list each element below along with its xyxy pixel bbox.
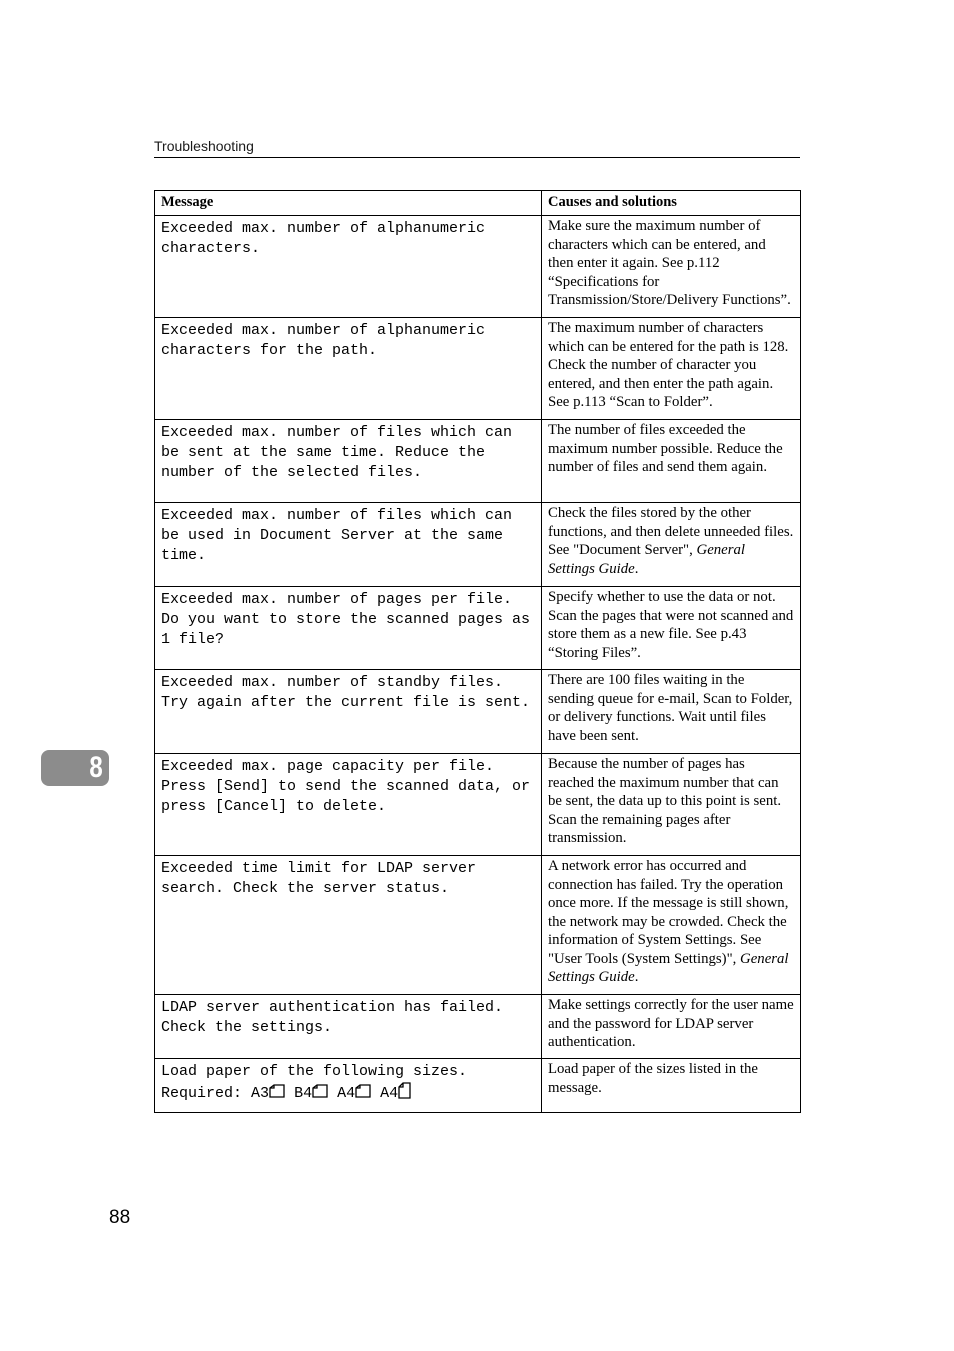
- table-row: [155, 587, 801, 670]
- message-cell: Exceeded max. number of pages per file. Do you want to store the scanned pages as 1 file?: [155, 587, 542, 670]
- table-row: [155, 856, 801, 995]
- solution-text: Check the files stored by the other functions, and then delete unneeded files. See "Document Server",: [548, 505, 794, 558]
- landscape-paper-icon: [355, 1084, 371, 1098]
- message-table: [154, 190, 801, 1113]
- table-row: [155, 216, 801, 318]
- solution-end: .: [634, 560, 639, 577]
- running-header: Troubleshooting: [154, 138, 800, 158]
- solution-cell: Make settings correctly for the user name and the password for LDAP server authentication.: [542, 995, 801, 1059]
- solution-end: .: [634, 969, 639, 985]
- paper-size: A3: [251, 1085, 285, 1102]
- solution-cell: [542, 503, 801, 587]
- solution-text: A network error has occurred and connection has failed. Try the operation once more. If the message is still shown, the network may be crowded. Check the information of System Settings. See "User Tools (System Settings)",: [548, 858, 789, 967]
- solution-cell: Specify whether to use the data or not. Scan the pages that were not scanned and store them as a new file. See p.43 “Storing Files”.: [542, 587, 801, 670]
- solution-cell: The maximum number of characters which can be entered for the path is 128. Check the number of character you entered, and then enter the path again. See p.113 “Scan to Folder”.: [542, 318, 801, 420]
- solution-cell: Make sure the maximum number of characters which can be entered, and then enter it again. See p.112 “Specifications for Transmission/Store/Delivery Functions”.: [542, 216, 801, 318]
- table-row: [155, 420, 801, 503]
- solution-cell: There are 100 files waiting in the sending queue for e-mail, Scan to Folder, or delivery functions. Wait until files have been sent.: [542, 670, 801, 754]
- solution-cell: [542, 856, 801, 995]
- chapter-number: 8: [89, 751, 103, 784]
- message-cell: Exceeded max. number of files which can be sent at the same time. Reduce the number of the selected files.: [155, 420, 542, 503]
- message-cell: Exceeded max. number of alphanumeric characters for the path.: [155, 318, 542, 420]
- page-number: 88: [109, 1207, 131, 1228]
- message-cell: Exceeded max. page capacity per file. Press [Send] to send the scanned data, or press [Cancel] to delete.: [155, 754, 542, 856]
- message-cell: LDAP server authentication has failed. Check the settings.: [155, 995, 542, 1059]
- solution-cell: Load paper of the sizes listed in the message.: [542, 1059, 801, 1113]
- message-text: Load paper of the following sizes. Required:: [161, 1063, 477, 1102]
- table-row: [155, 503, 801, 587]
- column-header-causes: Causes and solutions: [542, 191, 801, 216]
- paper-size: A4: [337, 1085, 371, 1102]
- message-cell: Exceeded max. number of alphanumeric characters.: [155, 216, 542, 318]
- table-row: [155, 995, 801, 1059]
- table-row: [155, 754, 801, 856]
- column-header-message: Message: [155, 191, 542, 216]
- table-row: [155, 318, 801, 420]
- solution-cell: The number of files exceeded the maximum number possible. Reduce the number of files and send them again.: [542, 420, 801, 503]
- table-row: [155, 670, 801, 754]
- landscape-paper-icon: [312, 1084, 328, 1098]
- message-cell: Exceeded max. number of files which can be used in Document Server at the same time.: [155, 503, 542, 587]
- message-cell: [155, 1059, 542, 1113]
- message-cell: Exceeded max. number of standby files. Try again after the current file is sent.: [155, 670, 542, 754]
- landscape-paper-icon: [269, 1084, 285, 1098]
- portrait-paper-icon: [398, 1082, 411, 1099]
- solution-cell: Because the number of pages has reached the maximum number that can be sent, the data up to this point is sent. Scan the remaining pages after transmission.: [542, 754, 801, 856]
- table-row: [155, 1059, 801, 1113]
- message-cell: Exceeded time limit for LDAP server search. Check the server status.: [155, 856, 542, 995]
- paper-size: A4: [380, 1085, 411, 1102]
- paper-size: B4: [294, 1085, 328, 1102]
- table-header-row: [155, 191, 801, 216]
- chapter-tab: [41, 750, 109, 786]
- manual-reference: General Settings Guide: [548, 950, 789, 985]
- manual-reference: General Settings Guide: [548, 542, 746, 577]
